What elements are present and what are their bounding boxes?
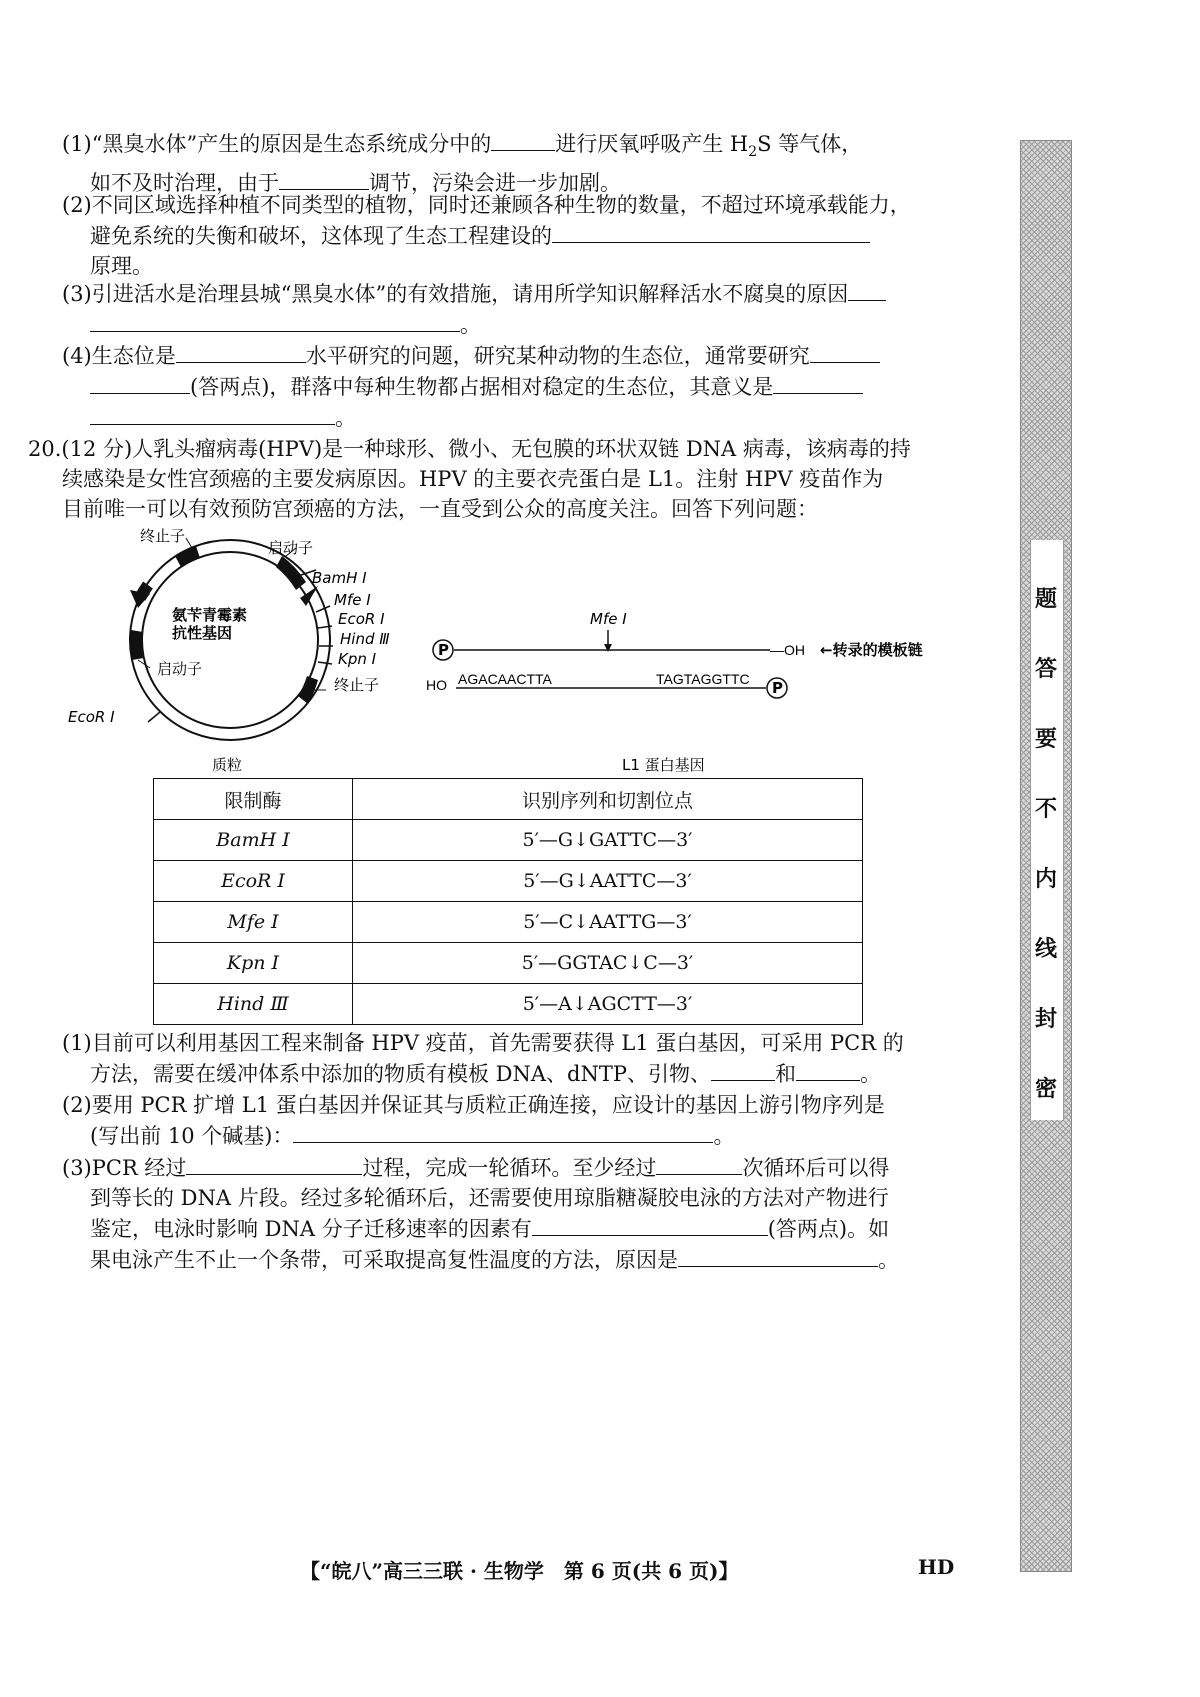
seal-char: 题 (1034, 586, 1057, 612)
label-amp-resistance-1: 氨苄青霉素 (172, 606, 248, 624)
q19-part3: (3)引进活水是治理县城“黑臭水体”的有效措施，请用所学知识解释活水不腐臭的原因 。 (62, 278, 942, 340)
q19-part4: (4)生态位是 水平研究的问题，研究某种动物的生态位，通常要研究 (答两点)，群落中每种生物都占据相对稳定的生态位，其意义是 。 (62, 340, 942, 433)
label-promoter-top: 启动子 (268, 539, 314, 557)
enzyme-cell: BamH Ⅰ (154, 820, 353, 861)
seal-text-panel (1030, 540, 1064, 1120)
table-row (154, 943, 863, 984)
table-header-row (154, 779, 863, 820)
site-cell: 5′—G↓GATTC—3′ (353, 820, 863, 861)
site-cell: 5′—A↓AGCTT—3′ (353, 984, 863, 1025)
promoter-left-segment (130, 630, 144, 660)
ecori-out-tick (148, 712, 160, 722)
coding-ho: HO (426, 677, 447, 693)
answer-blank[interactable] (186, 1152, 362, 1175)
answer-blank[interactable] (711, 1058, 775, 1081)
site-cell: 5′—G↓AATTC—3′ (353, 861, 863, 902)
label-ecori-outer: EcoR Ⅰ (68, 708, 115, 726)
answer-blank[interactable] (532, 1213, 768, 1236)
label-mfei: Mfe Ⅰ (334, 591, 371, 609)
seal-char: 线 (1034, 936, 1057, 962)
label-amp-resistance-2: 抗性基因 (172, 624, 233, 642)
q20-part2: (2)要用 PCR 扩增 L1 蛋白基因并保证其与质粒正确连接，应设计的基因上游引物序列是 (写出前 10 个碱基)： 。 (62, 1093, 885, 1148)
seal-char: 封 (1034, 1006, 1057, 1032)
table-header-enzyme: 限制酶 (154, 779, 353, 820)
gene-mfei-label: Mfe Ⅰ (590, 610, 627, 628)
coding-seq-left: AGACAACTTA (458, 671, 552, 687)
answer-blank[interactable] (678, 1244, 878, 1267)
template-oh: —OH (770, 642, 805, 658)
label-hindiii: Hind Ⅲ (340, 630, 390, 648)
coding-seq-right: TAGTAGGTTC (656, 671, 750, 687)
enzyme-cell: Hind Ⅲ (154, 984, 353, 1025)
seal-char: 内 (1034, 866, 1057, 892)
table-row (154, 902, 863, 943)
footer-code: HD (918, 1555, 955, 1579)
plasmid-caption: 质粒 (212, 756, 243, 774)
table-row (154, 820, 863, 861)
seal-char: 答 (1034, 656, 1057, 682)
label-kpni: Kpn Ⅰ (338, 650, 377, 668)
answer-blank[interactable] (656, 1152, 742, 1175)
table-header-site: 识别序列和切割位点 (353, 779, 863, 820)
seal-char: 不 (1034, 796, 1057, 822)
primer-answer-blank[interactable] (293, 1120, 713, 1143)
label-terminator-right: 终止子 (334, 676, 380, 694)
mfei-tick (316, 606, 330, 612)
label-promoter-left: 启动子 (157, 660, 203, 678)
label-ecori-inner: EcoR Ⅰ (338, 610, 385, 628)
seal-char: 密 (1034, 1076, 1057, 1102)
q20-part3: (3)PCR 经过 过程，完成一轮循环。至少经过 次循环后可以得 到等长的 DNA 片段。经过多轮循环后，还需要使用琼脂糖凝胶电泳的方法对产物进行 鉴定，电泳时影响 DNA 分子迁移速率的因素有 (答两点)。如 果电泳产生不止一个条带，可采取提高复性温度的方法，原因是 。 (62, 1152, 962, 1275)
enzyme-cell: Mfe Ⅰ (154, 902, 353, 943)
enzyme-cell: EcoR Ⅰ (154, 861, 353, 902)
phosphate-left-label: P (438, 641, 449, 659)
gene-caption: L1 蛋白基因 (622, 756, 705, 774)
mfei-arrow-head (604, 644, 612, 652)
answer-blank[interactable] (796, 1058, 860, 1081)
q19-part2: (2)不同区域选择种植不同类型的植物，同时还兼顾各种生物的数量，不超过环境承载能力， 避免系统的失衡和破坏，这体现了生态工程建设的 原理。 (62, 193, 911, 278)
kpni-tick (318, 662, 332, 664)
table-row (154, 984, 863, 1025)
q20-part1: (1)目前可以利用基因工程来制备 HPV 疫苗，首先需要获得 L1 蛋白基因，可采用 PCR 的 方法，需要在缓冲体系中添加的物质有模板 DNA、dNTP、引物、 和 。 (62, 1031, 904, 1086)
label-terminator-top: 终止子 (140, 527, 186, 545)
seal-char: 要 (1034, 726, 1057, 752)
site-cell: 5′—GGTAC↓C—3′ (353, 943, 863, 984)
phosphate-right-label: P (772, 679, 783, 697)
q19-part1: (1)“黑臭水体”产生的原因是生态系统成分中的 进行厌氧呼吸产生 $H_2S$ 等气体， 如不及时治理，由于 调节，污染会进一步加剧。 (62, 128, 942, 198)
enzyme-cell: Kpn Ⅰ (154, 943, 353, 984)
q20-intro: 20.(12 分)人乳头瘤病毒(HPV)是一种球形、微小、无包膜的环状双链 DNA 病毒，该病毒的持 续感染是女性宫颈癌的主要发病原因。HPV 的主要衣壳蛋白是 L1。注射 HPV 疫苗作为 目前唯一可以有效预防宫颈癌的方法，一直受到公众的高度关注。回答下列问题： (28, 437, 911, 521)
terminator-pointer (186, 538, 192, 548)
page-footer: 【“皖八”高三三联 · 生物学 第 6 页(共 6 页)】 (300, 1559, 739, 1583)
restriction-enzyme-table (153, 778, 863, 1025)
site-cell: 5′—C↓AATTG—3′ (353, 902, 863, 943)
label-bamhi: BamH Ⅰ (312, 569, 367, 587)
template-strand-note: ←转录的模板链 (820, 641, 923, 659)
table-row (154, 861, 863, 902)
